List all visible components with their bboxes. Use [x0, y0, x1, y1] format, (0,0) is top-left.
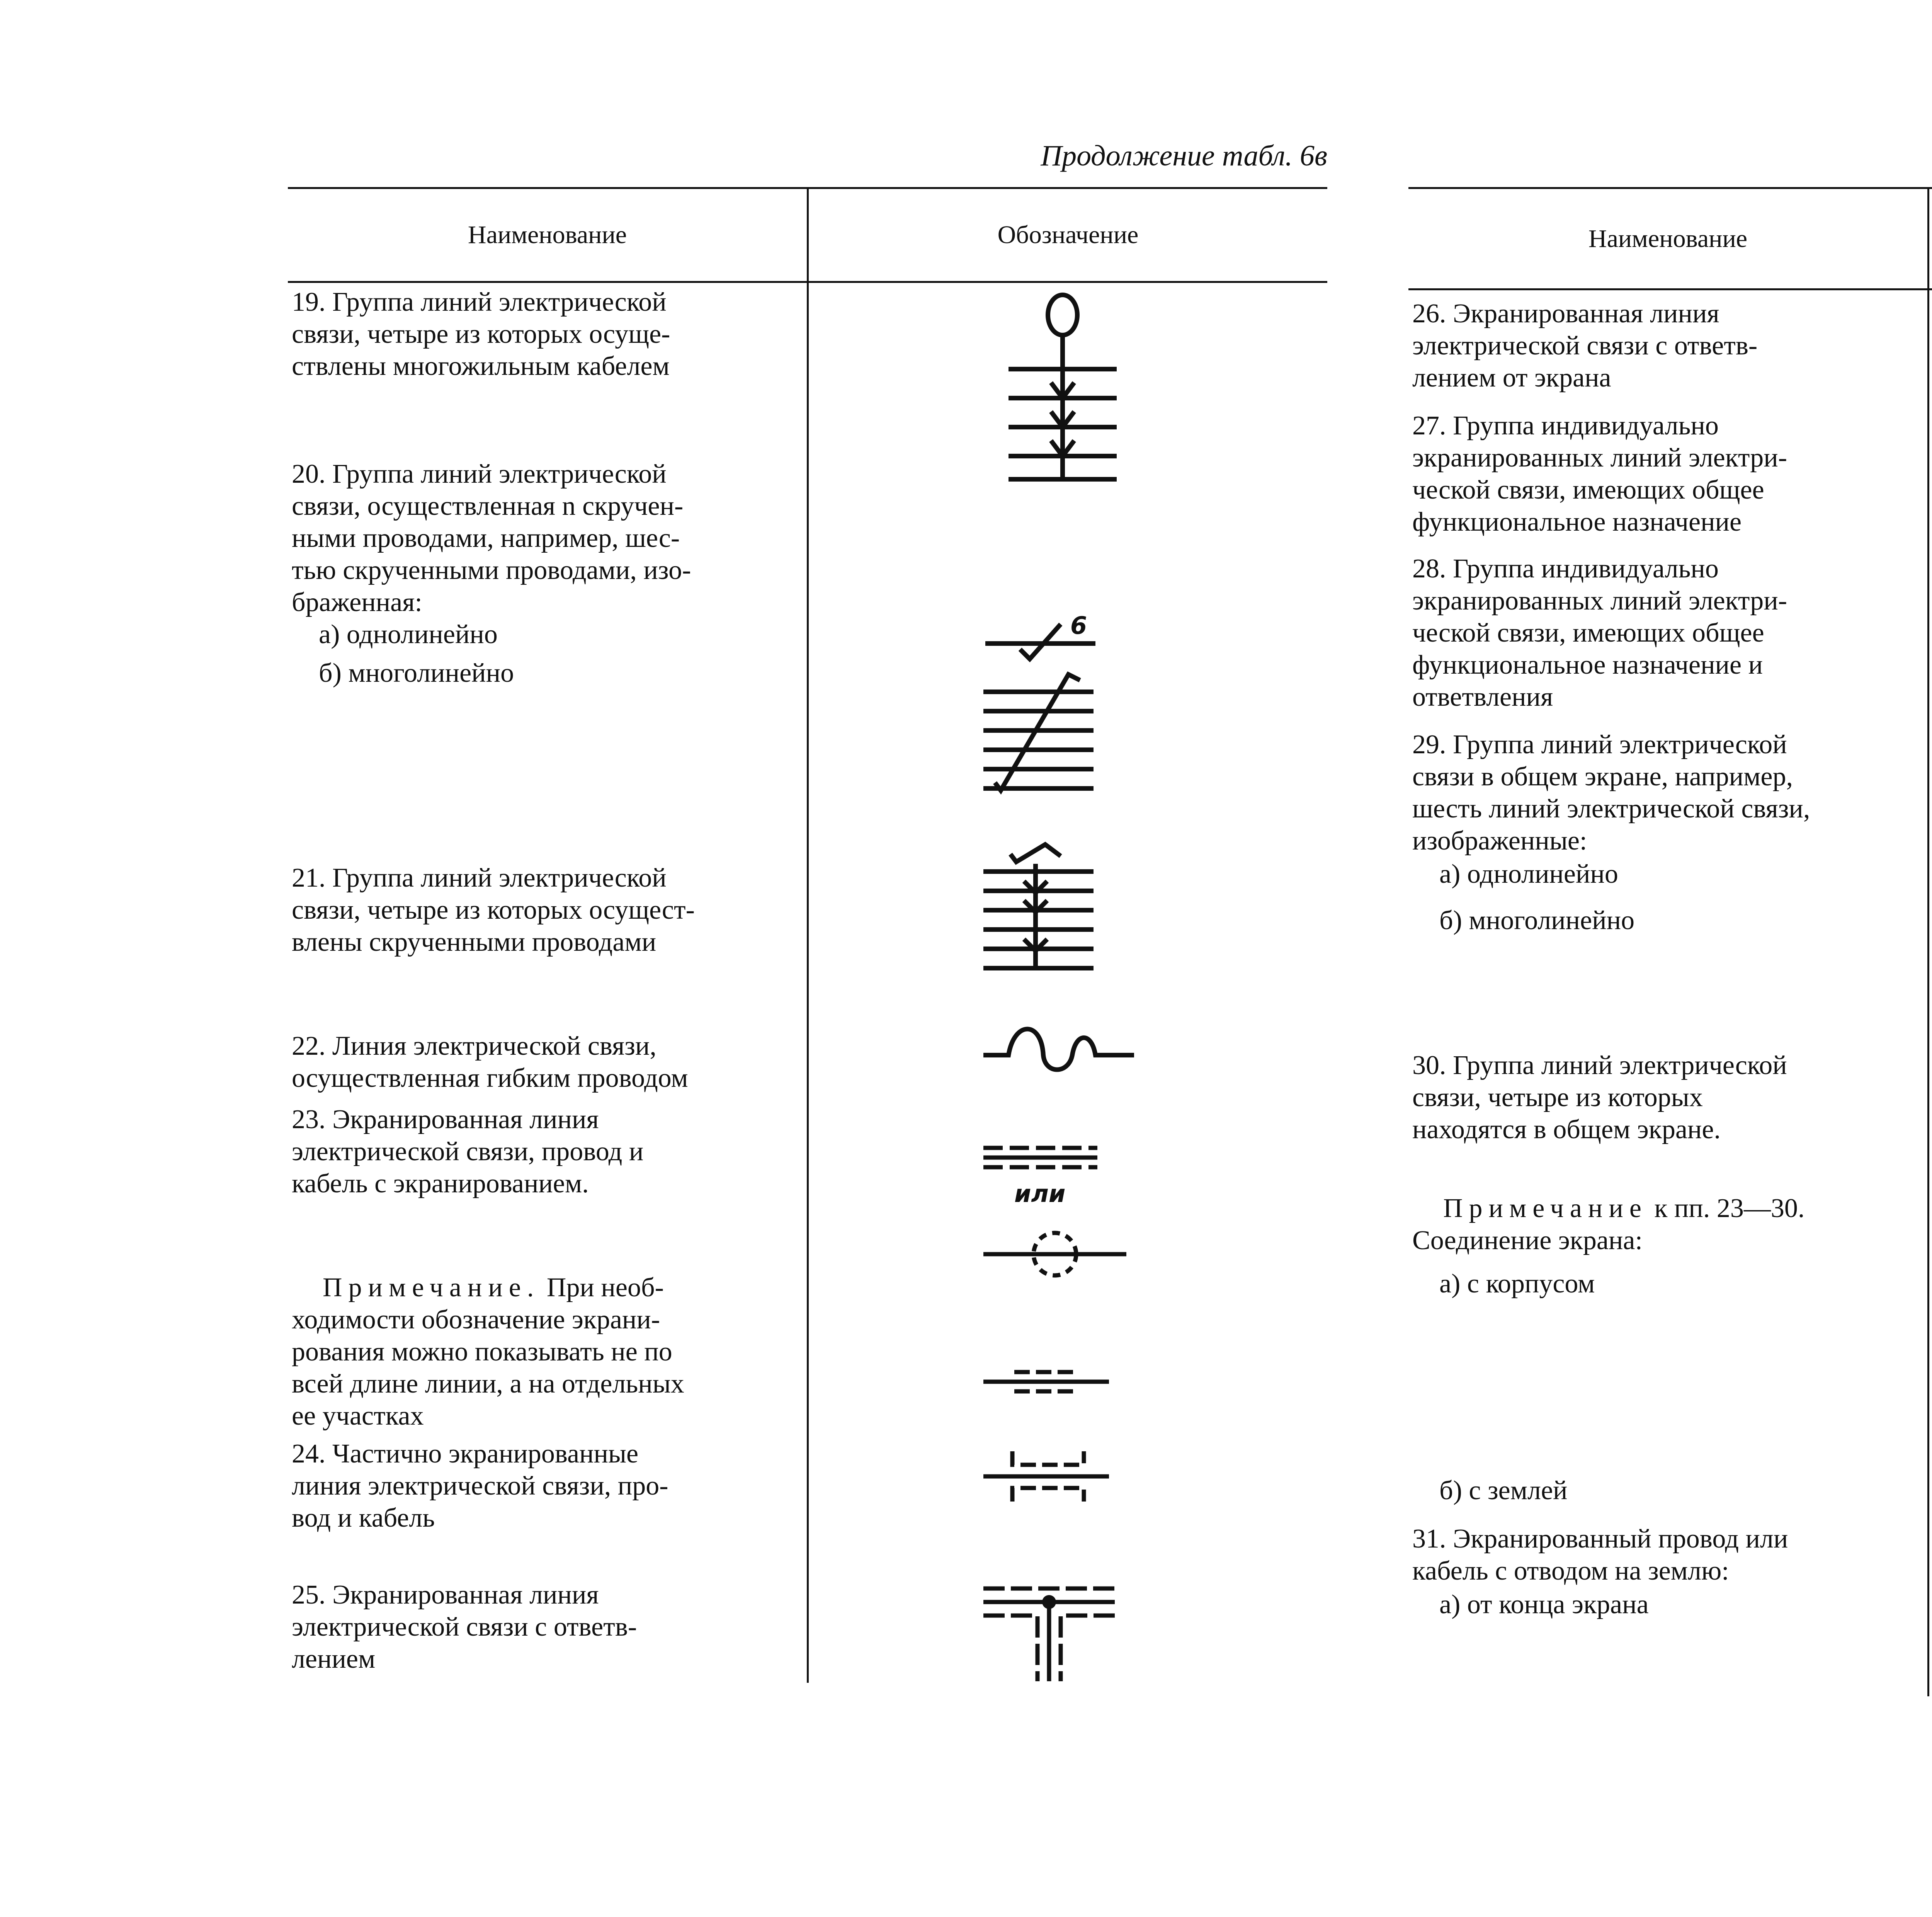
- or-label: или: [1014, 1180, 1066, 1208]
- note-title: Примечание: [1443, 1193, 1648, 1223]
- entry-29b: б) многолинейно: [1439, 906, 1635, 935]
- note-text: При необ- ходимости обозначение экрани- рования можно показывать не по всей длине линии, а на отдельных ее участках: [292, 1273, 684, 1431]
- symbol-20b-twisted-multi: [983, 674, 1094, 790]
- left-symbols: [288, 0, 1327, 1917]
- entry-20a: а) однолинейно: [319, 620, 498, 649]
- continuation-label: Продолжение табл. 6в: [1041, 140, 1327, 172]
- symbol-25-shielded-branch: [983, 1588, 1115, 1681]
- entry-25: 25. Экранированная линия электрической связи с ответв- лением: [292, 1580, 637, 1674]
- entry-23: 23. Экранированная линия электрической связи, провод и кабель с экранированием.: [292, 1105, 644, 1199]
- entry-19: 19. Группа линий электрической связи, четыре из которых осуще- ствлены многожильным кабелем: [292, 287, 670, 381]
- entry-21: 21. Группа линий электрической связи, четыре из которых осущест- влены скрученными проводами: [292, 863, 695, 957]
- entry-26: 26. Экранированная линия электрической связи с ответв- лением от экрана: [1412, 299, 1758, 393]
- entry-31a: а) от конца экрана: [1439, 1590, 1649, 1619]
- entry-29a: а) однолинейно: [1439, 859, 1618, 889]
- right-page: [1408, 0, 1932, 1917]
- entry-20: 20. Группа линий электрической связи, осуществленная n скручен- ными проводами, например, шес- тью скрученными проводами, изо- браженная:: [292, 459, 691, 617]
- entry-note-a: а) с корпусом: [1439, 1269, 1595, 1299]
- count-label: 6: [1070, 611, 1087, 640]
- symbol-19-multicore-cable: [1009, 295, 1117, 479]
- entry-22: 22. Линия электрической связи, осуществленная гибким проводом: [292, 1031, 688, 1093]
- note-text: к пп. 23—30. Соединение экрана:: [1412, 1193, 1805, 1255]
- symbol-partial-shield: [983, 1372, 1109, 1391]
- entry-30: 30. Группа линий электрической связи, четыре из которых находятся в общем экране.: [1412, 1050, 1787, 1144]
- entry-20b: б) многолинейно: [319, 658, 514, 688]
- entry-31: 31. Экранированный провод или кабель с отводом на землю:: [1412, 1524, 1788, 1586]
- entry-note-b: б) с землей: [1439, 1476, 1568, 1505]
- symbol-20a-twisted-single: [985, 611, 1095, 659]
- entry-27: 27. Группа индивидуально экранированных линий электри- ческой связи, имеющих общее функциональное назначение: [1412, 411, 1787, 537]
- entry-24: 24. Частично экранированные линия электрической связи, про- вод и кабель: [292, 1439, 668, 1533]
- entry-28: 28. Группа индивидуально экранированных линий электри- ческой связи, имеющих общее функциональное назначение и ответвления: [1412, 554, 1787, 712]
- column-header-name: Наименование: [1588, 225, 1748, 253]
- symbol-21-twisted-group: [983, 844, 1094, 970]
- note-title: Примечание.: [323, 1273, 540, 1302]
- symbol-23-shielded-line: [983, 1148, 1126, 1275]
- right-symbols: [1408, 0, 1932, 1917]
- symbol-24-partial-shielded: [983, 1451, 1109, 1502]
- left-page: [288, 0, 1327, 1917]
- column-header-symbol: Обозначение: [997, 221, 1139, 249]
- symbol-22-flexible-wire: [983, 1029, 1134, 1070]
- column-header-name: Наименование: [468, 221, 627, 249]
- entry-29: 29. Группа линий электрической связи в общем экране, например, шесть линий электрической связи, изображенные:: [1412, 730, 1810, 856]
